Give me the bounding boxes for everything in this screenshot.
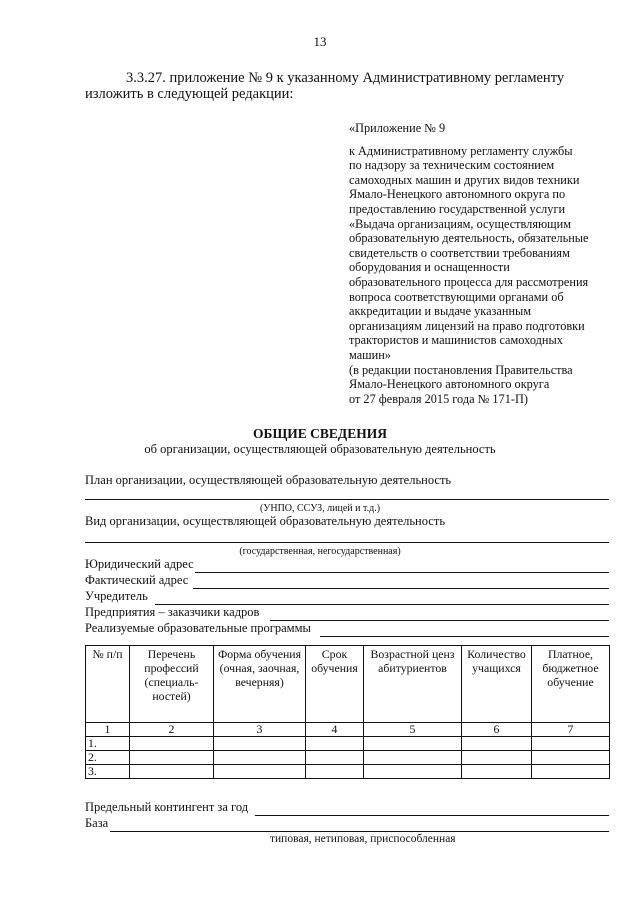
- table-row: [86, 765, 610, 779]
- table-column-number: 3: [214, 723, 306, 737]
- appendix-line: образовательную деятельность, обязательные: [349, 231, 589, 246]
- appendix-line: трактористов и машинистов самоходных: [349, 333, 563, 348]
- table-header: Возрастной ценз абитуриентов: [364, 646, 462, 723]
- table-row-number: 2.: [86, 751, 130, 765]
- legal-address-label: Юридический адрес: [85, 557, 194, 571]
- appendix-line: (в редакции постановления Правительства: [349, 362, 573, 377]
- actual-address-field[interactable]: [193, 588, 609, 589]
- table-cell[interactable]: [532, 751, 610, 765]
- table-cell[interactable]: [214, 765, 306, 779]
- appendix-line: «Выдача организациям, осуществляющим: [349, 216, 571, 231]
- table-header: Срок обучения: [306, 646, 364, 723]
- appendix-line: вопроса соответствующими органами об: [349, 289, 564, 304]
- table-cell[interactable]: [306, 751, 364, 765]
- appendix-line: Ямало-Ненецкого автономного округа: [349, 377, 550, 392]
- appendix-line: Ямало-Ненецкого автономного округа по: [349, 187, 566, 202]
- appendix-line: по надзору за техническим состоянием: [349, 158, 555, 173]
- contingent-field[interactable]: [255, 815, 609, 816]
- table-column-number: 4: [306, 723, 364, 737]
- appendix-block: [349, 121, 619, 406]
- table-row-number: 3.: [86, 765, 130, 779]
- table-header: № п/п: [86, 646, 130, 723]
- table-column-number: 5: [364, 723, 462, 737]
- table-cell[interactable]: [306, 737, 364, 751]
- legal-address-field[interactable]: [195, 572, 609, 573]
- table-cell[interactable]: [462, 737, 532, 751]
- plan-hint: (УНПО, ССУЗ, лицей и т.д.): [259, 503, 381, 514]
- table-column-number: 2: [130, 723, 214, 737]
- table-cell[interactable]: [130, 751, 214, 765]
- table-cell[interactable]: [130, 765, 214, 779]
- table-cell[interactable]: [214, 751, 306, 765]
- table-cell[interactable]: [130, 737, 214, 751]
- actual-address-label: Фактический адрес: [85, 573, 189, 587]
- plan-label: План организации, осуществляющей образовательную деятельность: [85, 473, 452, 487]
- section-title: ОБЩИЕ СВЕДЕНИЯ: [253, 426, 387, 441]
- table-column-number: 1: [86, 723, 130, 737]
- table-row-number: 1.: [86, 737, 130, 751]
- type-label: Вид организации, осуществляющей образовательную деятельность: [85, 514, 446, 528]
- intro-line-2: изложить в следующей редакции:: [85, 86, 294, 102]
- appendix-line: образовательного процесса для рассмотрения: [349, 274, 589, 289]
- table-number-row: [86, 723, 610, 737]
- table-cell[interactable]: [364, 737, 462, 751]
- table-cell[interactable]: [306, 765, 364, 779]
- appendix-line: аккредитации и выдаче указанным: [349, 304, 532, 319]
- plan-field[interactable]: [85, 499, 609, 500]
- table-cell[interactable]: [214, 737, 306, 751]
- table-row: [86, 737, 610, 751]
- appendix-line: оборудования и оснащенности: [349, 260, 510, 275]
- programs-label: Реализуемые образовательные программы: [85, 621, 311, 635]
- table-header: Форма обучения (очная, заочная, вечерняя): [214, 646, 306, 723]
- intro-line-1: 3.3.27. приложение № 9 к указанному Административному регламенту: [126, 70, 565, 86]
- type-field[interactable]: [85, 542, 609, 543]
- programs-field[interactable]: [320, 636, 609, 637]
- founder-label: Учредитель: [85, 589, 148, 603]
- base-label: База: [85, 816, 109, 830]
- type-hint: (государственная, негосударственная): [239, 546, 401, 557]
- programs-table: [85, 645, 610, 779]
- table-header: Перечень профессий (специаль-ностей): [130, 646, 214, 723]
- customers-label: Предприятия – заказчики кадров: [85, 605, 260, 619]
- contingent-label: Предельный контингент за год: [85, 800, 249, 814]
- appendix-line: от 27 февраля 2015 года № 171-П): [349, 391, 528, 406]
- appendix-line: к Административному регламенту службы: [349, 143, 573, 158]
- appendix-line: свидетельств о соответствии требованиям: [349, 245, 570, 260]
- appendix-line: организациям лицензий на право подготовки: [349, 318, 585, 333]
- page-number: 13: [313, 34, 327, 49]
- table-cell[interactable]: [532, 765, 610, 779]
- section-subtitle: об организации, осуществляющей образовательную деятельность: [144, 442, 496, 456]
- table-column-number: 7: [532, 723, 610, 737]
- customers-field[interactable]: [270, 620, 609, 621]
- table-cell[interactable]: [532, 737, 610, 751]
- table-header: Платное, бюджетное обучение: [532, 646, 610, 723]
- table-cell[interactable]: [462, 765, 532, 779]
- base-field[interactable]: [110, 831, 609, 832]
- appendix-line: машин»: [349, 347, 391, 362]
- table-cell[interactable]: [364, 751, 462, 765]
- appendix-line: самоходных машин и других видов техники: [349, 172, 580, 187]
- table-row: [86, 751, 610, 765]
- table-header-row: [86, 646, 610, 723]
- appendix-line: предоставлению государственной услуги: [349, 201, 566, 216]
- table-cell[interactable]: [364, 765, 462, 779]
- base-hint: типовая, нетиповая, приспособленная: [270, 833, 456, 845]
- appendix-title: «Приложение № 9: [349, 121, 446, 135]
- table-header: Количество учащихся: [462, 646, 532, 723]
- table-column-number: 6: [462, 723, 532, 737]
- table-cell[interactable]: [462, 751, 532, 765]
